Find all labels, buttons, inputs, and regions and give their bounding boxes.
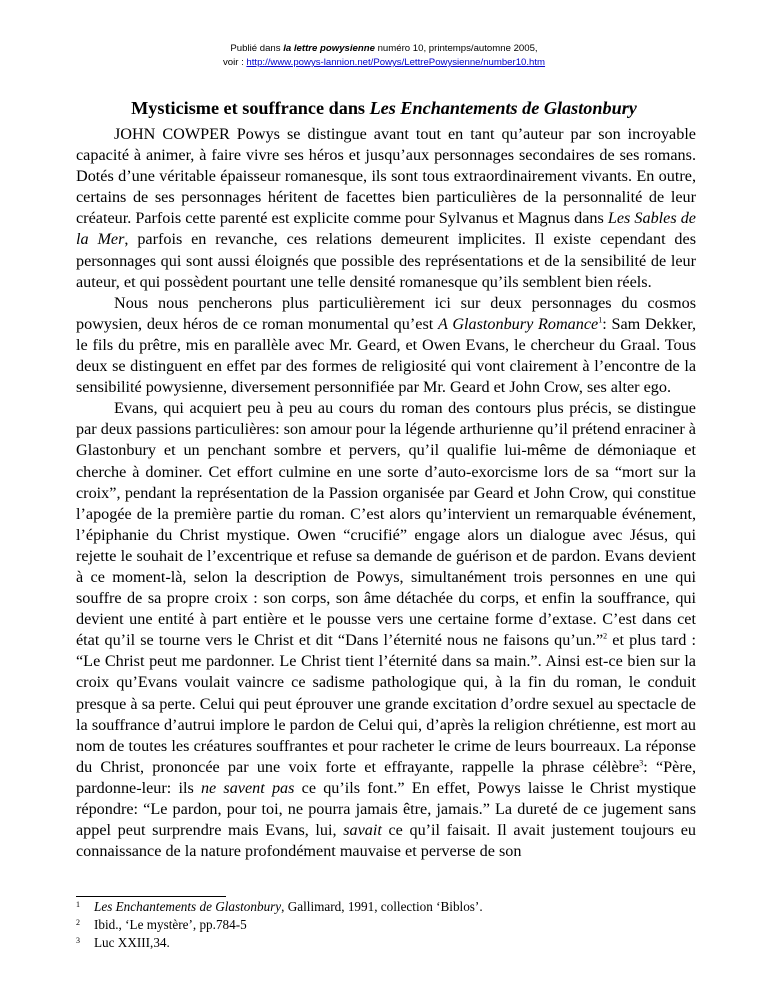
footnote-2: 2 Ibid., ‘Le mystère’, pp.784-5 <box>76 916 696 934</box>
footnote-3: 3 Luc XXIII,34. <box>76 934 696 952</box>
footnote-ref-2[interactable]: 2 <box>603 631 608 641</box>
footnote-ref-3[interactable]: 3 <box>639 758 644 768</box>
paragraph-1: JOHN COWPER Powys se distingue avant tout en tant qu’auteur par son incroyable capacité à animer, à faire vivre ses héros et jusqu’aux personnages secondaires de ses romans. Dotés d’une véritable épaisseur romanesque, ils sont tous extraordinairement vivants. En outre, certains de ses personnages héritent de facettes bien particulières de la personnalité de leur créateur. Parfois cette parenté est explicite comme pour Sylvanus et Magnus dans Les Sables de la Mer, parfois en revanche, ces relations demeurent implicites. Il existe cependant des personnages qui sont aussi éloignés que possible des représentations et de la sensibilité de leur auteur, et qui possèdent pourtant une telle densité romanesque qu’ils semblent bien réels. <box>76 125 696 291</box>
footnote-separator <box>76 896 226 897</box>
footnote-number: 1 <box>76 900 80 909</box>
footnote-ref-1[interactable]: 1 <box>598 315 603 325</box>
paragraph-2: Nous nous pencherons plus particulièrement ici sur deux personnages du cosmos powysien, deux héros de ce roman monumental qu’est A Glastonbury Romance$^1$: Sam Dekker, le fils du prêtre, mis en parallèle avec Mr. Geard, et Owen Evans, le chercheur du Graal. Tous deux se distinguent en effet par des formes de religiosité qui vont clairement à l’encontre de la sensibilité powysienne, diversement personnifiée par Mr. Geard et John Crow, ses alter ego. <box>76 293 696 397</box>
footnotes <box>76 898 696 952</box>
publication-header <box>0 42 768 70</box>
footnote-1: 1 Les Enchantements de Glastonbury, Gallimard, 1991, collection ‘Biblos’. <box>76 898 696 916</box>
footnote-number: 2 <box>76 918 80 927</box>
paragraph-3: Evans, qui acquiert peu à peu au cours du roman des contours plus précis, se distingue par deux passions particulières: son amour pour la légende arthurienne qu’il prétend enraciner à Glastonbury et un penchant sombre et pervers, qu’il qualifie lui-même de démoniaque et cherche à dominer. Cet effort culmine en une sorte d’auto-exorcisme lors de sa “mort sur la croix”, pendant la représentation de la Passion organisée par Geard et John Crow, qui constitue l’apogée de la première partie du roman. C’est alors qu’intervient un remarquable événement, l’épiphanie du Christ mystique. Owen “crucifié” engage alors un dialogue avec Jésus, qui rejette le souhait de l’excentrique et refuse sa demande de guérison et de pardon. Evans devient à ce moment-là, selon la description de Powys, simultanément trois personnes en une qui souffre de sa propre croix : son corps, son âme détachée du corps, et enfin la souffrance, qui devient une entité à part entière et le pousse vers une certaine forme d’extase. C’est dans cet état qu’il se tourne vers le Christ et dit “Dans l’éternité nous ne faisons qu’un.”$^2$ et plus tard : “Le Christ peut me pardonner. Le Christ tient l’éternité dans sa main.”. Ainsi est-ce bien sur la croix qu’Evans voulait vaincre ce sadisme pathologique qui, à la fin du roman, le conduit presque à sa perte. Celui qui peut éprouver une grande excitation d’ordre sexuel au spectacle de la souffrance d’autrui implore le pardon de Celui qui, d’après la religion chrétienne, est mort au nom de toutes les créatures souffrantes et pour racheter le crime de leurs bourreaux. La réponse du Christ, prononcée par une voix forte et effrayante, rappelle la phrase célèbre$^3$: “Père, pardonne-leur: ils ne savent pas ce qu’ils font.” En effet, Powys laisse le Christ mystique répondre: “Le pardon, pour toi, ne pourra jamais être, jamais.” La dureté de ce jugement sans appel peut surprendre mais Evans, lui, savait ce qu’il faisait. Il avait justement toujours eu connaissance de la nature profondément mauvaise et perverse de son <box>76 399 697 861</box>
article-body <box>76 124 696 862</box>
article-title: Mysticisme et souffrance dans Les Enchantements de Glastonbury <box>131 98 637 118</box>
header-line-2: voir : http://www.powys-lannion.net/Powys/LettrePowysienne/number10.htm <box>222 57 546 68</box>
header-line-1: Publié dans la lettre powysienne numéro 10, printemps/automne 2005, <box>230 43 538 54</box>
source-link[interactable]: http://www.powys-lannion.net/Powys/LettrePowysienne/number10.htm <box>246 57 546 68</box>
article-title-book: Les Enchantements de Glastonbury <box>369 98 637 118</box>
journal-name: la lettre powysienne <box>283 43 375 54</box>
footnote-number: 3 <box>76 936 80 945</box>
